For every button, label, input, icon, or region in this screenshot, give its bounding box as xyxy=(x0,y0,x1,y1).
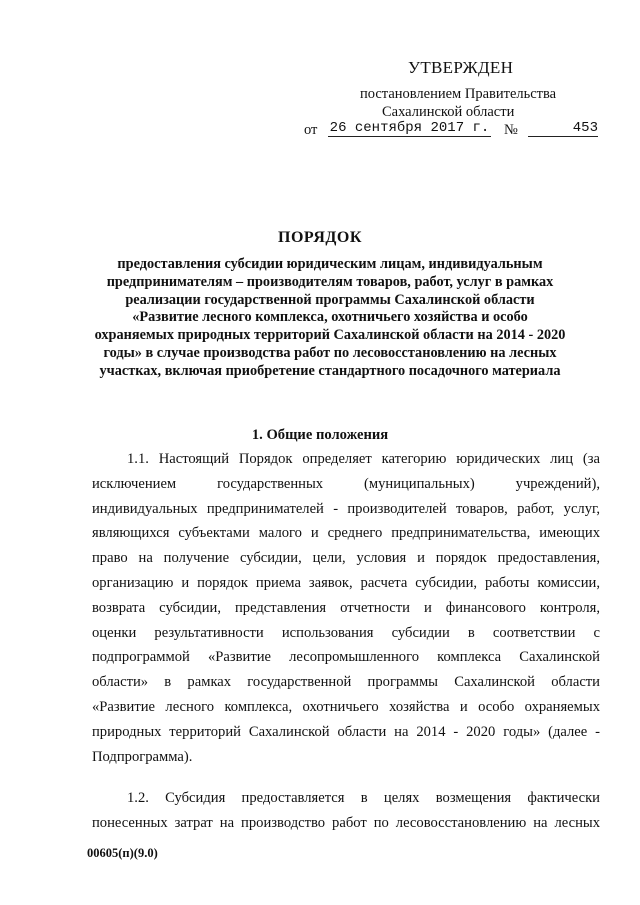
paragraph-line: природных территорий Сахалинской области на 2014 - 2020 годы» (далее - xyxy=(92,723,600,740)
subtitle-line: охраняемых природных территорий Сахалинской области на 2014 - 2020 xyxy=(94,327,566,344)
subtitle-line: предоставления субсидии юридическим лицам, индивидуальным xyxy=(117,256,543,272)
from-label: от xyxy=(304,122,318,138)
subtitle-line: годы» в случае производства работ по лесовосстановлению на лесных xyxy=(103,344,557,361)
subtitle-line: реализации государственной программы Сахалинской области xyxy=(125,291,535,308)
approval-line-2: Сахалинской области xyxy=(382,104,515,120)
number-sign: № xyxy=(504,122,518,138)
approval-line-1: постановлением Правительства xyxy=(360,86,557,102)
paragraph-line: организацию и порядок приема заявок, расчета субсидии, работы комиссии, xyxy=(92,574,600,591)
subtitle-line: предпринимателям – производителям товаров, работ, услуг в рамках xyxy=(106,273,554,290)
paragraph-line: подпрограммой «Развитие лесопромышленного комплекса Сахалинской xyxy=(92,649,600,666)
paragraph-line: являющихся субъектами малого и среднего предпринимательства, имеющих xyxy=(92,525,600,542)
paragraph-line: возврата субсидии, представления отчетности и финансового контроля, xyxy=(92,599,600,616)
paragraph-line: понесенных затрат на производство работ по лесовосстановлению на лесных xyxy=(92,814,600,831)
paragraph-line: «Развитие лесного комплекса, охотничьего хозяйства и особо охраняемых xyxy=(92,698,600,715)
subtitle-line: участках, включая приобретение стандартного посадочного материала xyxy=(99,362,561,379)
approved-label: УТВЕРЖДЕН xyxy=(408,58,514,77)
paragraph-line: оценки результативности использования субсидии в соответствии с xyxy=(92,624,600,641)
document-title: ПОРЯДОК xyxy=(278,229,362,246)
paragraph-1-2 xyxy=(92,786,600,836)
document-subtitle xyxy=(80,256,580,381)
subtitle-line: «Развитие лесного комплекса, охотничьего хозяйства и особо xyxy=(132,309,528,326)
approval-number: 453 xyxy=(528,120,598,137)
paragraph-line: Подпрограмма). xyxy=(92,748,193,765)
approval-date-row xyxy=(300,120,620,142)
approval-date: 26 сентября 2017 г. xyxy=(329,120,490,136)
paragraph-line: индивидуальных предпринимателей - производителей товаров, работ, услуг, xyxy=(92,500,600,517)
paragraph-1-1 xyxy=(92,447,600,769)
paragraph-line: 1.1. Настоящий Порядок определяет категорию юридических лиц (за xyxy=(127,451,600,467)
paragraph-line: 1.2. Субсидия предоставляется в целях возмещения фактически xyxy=(127,790,600,806)
paragraph-line: право на получение субсидии, цели, условия и порядок предоставления, xyxy=(92,550,600,567)
footer-form-code: 00605(п)(9.0) xyxy=(87,846,158,860)
paragraph-line: исключением государственных (муниципальных) учреждений), xyxy=(92,475,600,492)
section-heading: 1. Общие положения xyxy=(251,427,389,443)
paragraph-line: области» в рамках государственной программы Сахалинской области xyxy=(92,674,600,691)
